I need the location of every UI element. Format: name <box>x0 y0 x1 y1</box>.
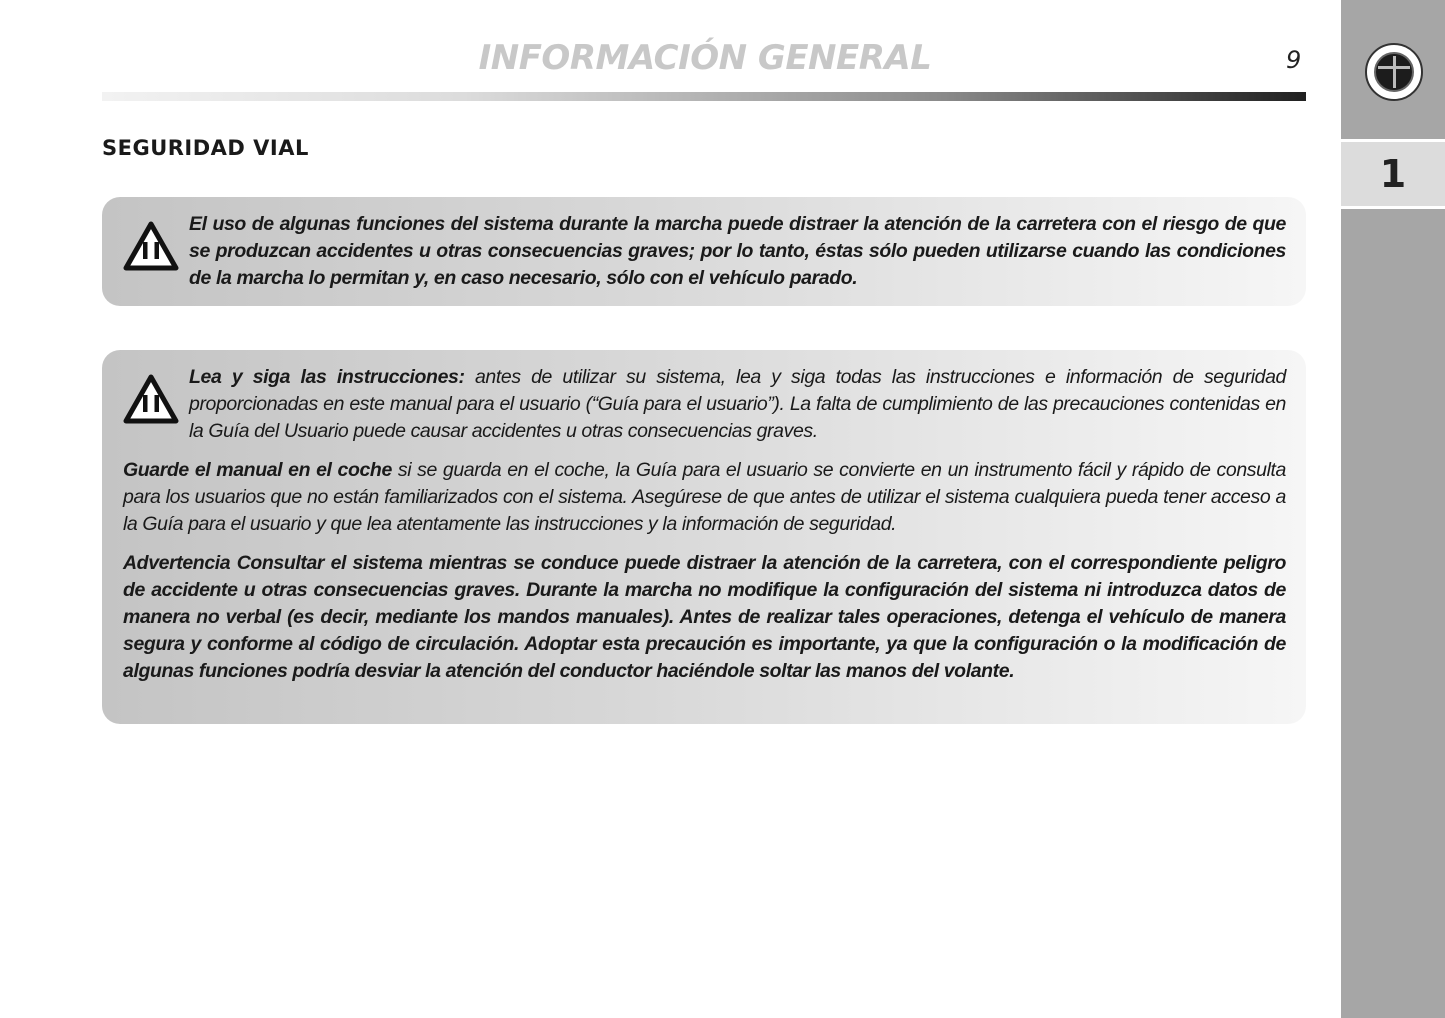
warning-triangle-icon <box>123 221 179 271</box>
instructions-paragraph <box>123 364 1286 445</box>
warning-box-instructions <box>102 350 1306 724</box>
section-heading: SEGURIDAD VIAL <box>102 136 309 160</box>
warning-triangle-icon <box>123 374 179 424</box>
warning-box-driving <box>102 197 1306 306</box>
manual-lead: Guarde el manual en el coche <box>123 459 392 481</box>
instructions-lead: Lea y siga las instrucciones: <box>189 366 465 388</box>
header-rule <box>102 92 1306 101</box>
page-title: INFORMACIÓN GENERAL <box>478 38 932 78</box>
alfa-romeo-logo-icon <box>1365 43 1423 101</box>
page-number: 9 <box>1286 46 1302 74</box>
manual-paragraph <box>123 457 1286 538</box>
advertencia-paragraph: Advertencia Consultar el sistema mientras se conduce puede distraer la atención de la carretera, con el correspondiente peligro de accidente u otras consecuencias graves. Durante la marcha no modifique la configuración del sistema ni introduzca datos de manera no verbal (es decir, mediante los mandos manuales). Antes de realizar tales operaciones, detenga el vehículo de manera segura y conforme al código de circulación. Adoptar esta precaución es importante, ya que la configuración o la modificación de algunas funciones podría desviar la atención del conductor haciéndole soltar las manos del volante. <box>123 552 1286 682</box>
warning-text-driving: El uso de algunas funciones del sistema durante la marcha puede distraer la atención de la carretera con el riesgo de que se produzcan accidentes u otras consecuencias graves; por lo tanto, éstas sólo pueden utilizarse cuando las condiciones de la marcha lo permitan y, en caso necesario, sólo con el vehículo parado. <box>189 213 1286 289</box>
instructions-text: antes de utilizar su sistema, lea y siga todas las instrucciones e información de seguridad proporcionadas en este manual para el usuario (“Guía para el usuario”). La falta de cumplimiento de las precauciones contenidas en la Guía del Usuario puede causar accidentes u otras consecuencias graves. <box>189 366 1286 442</box>
manual-text: si se guarda en el coche, la Guía para el usuario se convierte en un instrumento fácil y rápido de consulta para los usuarios que no están familiarizados con el sistema. Asegúrese de que antes de utilizar el sistema cualquiera pueda tener acceso a la Guía para el usuario y que lea atentamente las instrucciones y la información de seguridad. <box>123 459 1286 535</box>
chapter-tab[interactable]: 1 <box>1341 139 1445 209</box>
